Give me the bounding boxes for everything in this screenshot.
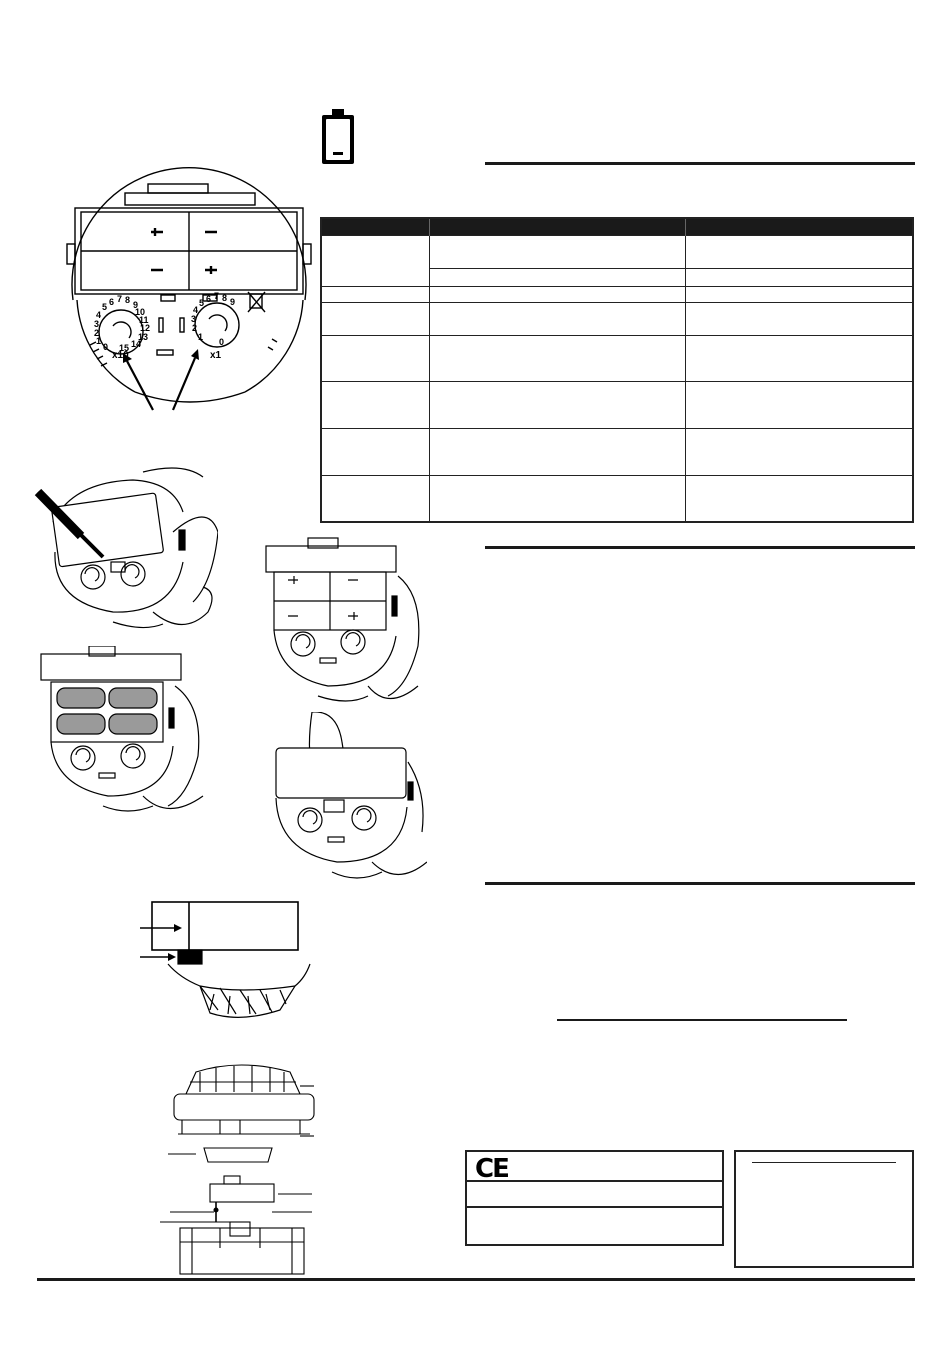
status-table xyxy=(320,217,914,523)
table-row xyxy=(321,286,913,302)
signature-line xyxy=(557,1019,847,1021)
table-cell xyxy=(321,286,429,302)
table-cell xyxy=(429,475,685,522)
ce-row xyxy=(467,1152,722,1182)
tens-digit: 14 xyxy=(131,339,142,349)
units-digit: 4 xyxy=(193,305,199,315)
note-box-rule xyxy=(752,1162,896,1163)
ce-row xyxy=(467,1182,722,1208)
table-cell xyxy=(685,268,913,286)
table-cell xyxy=(321,382,429,429)
table-header-cell xyxy=(429,218,685,236)
table-cell xyxy=(429,286,685,302)
table-cell xyxy=(321,475,429,522)
table-header-cell xyxy=(321,218,429,236)
tens-digit: 4 xyxy=(96,310,102,320)
section-divider-labels xyxy=(485,882,915,885)
tens-digit: 2 xyxy=(94,328,100,338)
label-location-diagram xyxy=(140,898,325,1023)
tens-digit: 6 xyxy=(109,297,115,307)
tens-digit: 7 xyxy=(117,294,123,304)
tens-digit: 13 xyxy=(138,332,149,342)
units-digit: 1 xyxy=(198,332,204,342)
table-cell xyxy=(685,236,913,269)
units-digit: 6 xyxy=(206,294,212,304)
tens-digit: 5 xyxy=(102,302,108,312)
table-cell xyxy=(429,428,685,475)
table-cell xyxy=(429,236,685,269)
units-digit: 3 xyxy=(191,314,197,324)
table-cell xyxy=(429,303,685,336)
units-digit: 7 xyxy=(214,291,220,301)
table-cell xyxy=(321,428,429,475)
table-cell xyxy=(685,382,913,429)
tens-switch-label: x10 xyxy=(112,350,129,361)
tens-digit: 1 xyxy=(96,336,102,346)
units-digit: 5 xyxy=(199,298,205,308)
tens-digit: 9 xyxy=(133,300,139,310)
table-cell xyxy=(429,268,685,286)
units-digit: 8 xyxy=(222,293,228,303)
battery-cell-icon xyxy=(57,688,157,734)
ce-row xyxy=(467,1208,722,1244)
table-header-cell xyxy=(685,218,913,236)
section-divider-installation xyxy=(485,546,915,549)
step-close-cover-illustration xyxy=(262,712,427,887)
table-row xyxy=(321,428,913,475)
table-row xyxy=(321,475,913,522)
table-cell xyxy=(685,475,913,522)
table-row xyxy=(321,382,913,429)
ce-mark-icon: CE xyxy=(475,1154,508,1184)
units-digit: 0 xyxy=(219,337,225,347)
table-cell xyxy=(321,303,429,336)
tens-digit: 15 xyxy=(119,343,130,353)
step-compartment-open-illustration xyxy=(258,536,423,711)
tens-digit: 11 xyxy=(139,315,149,325)
table-row xyxy=(321,303,913,336)
exploded-view-diagram xyxy=(160,1058,320,1280)
table-cell xyxy=(429,335,685,382)
units-digit: 9 xyxy=(230,297,236,307)
table-cell xyxy=(685,428,913,475)
tens-digit: 8 xyxy=(125,295,131,305)
tens-digit: 10 xyxy=(135,307,146,317)
table-cell xyxy=(321,335,429,382)
tens-digit: 3 xyxy=(94,319,100,329)
units-switch-label: x1 xyxy=(210,350,222,361)
units-digit: 2 xyxy=(192,323,198,333)
ce-certification-box xyxy=(465,1150,724,1246)
note-box xyxy=(734,1150,914,1268)
tens-digit: 0 xyxy=(103,342,109,352)
detector-base-diagram xyxy=(55,160,325,420)
step-batteries-inserted-illustration xyxy=(33,646,218,821)
table-cell xyxy=(321,236,429,287)
table-cell xyxy=(685,303,913,336)
table-cell xyxy=(685,286,913,302)
units-dial-digits xyxy=(55,160,325,420)
table-cell xyxy=(685,335,913,382)
table-header-row xyxy=(321,218,913,236)
step-open-cover-illustration xyxy=(33,462,218,637)
table-row xyxy=(321,335,913,382)
table-row xyxy=(321,236,913,269)
battery-icon xyxy=(320,108,356,166)
section-divider-battery xyxy=(485,162,915,165)
table-cell xyxy=(429,382,685,429)
tens-digit: 12 xyxy=(140,323,151,333)
